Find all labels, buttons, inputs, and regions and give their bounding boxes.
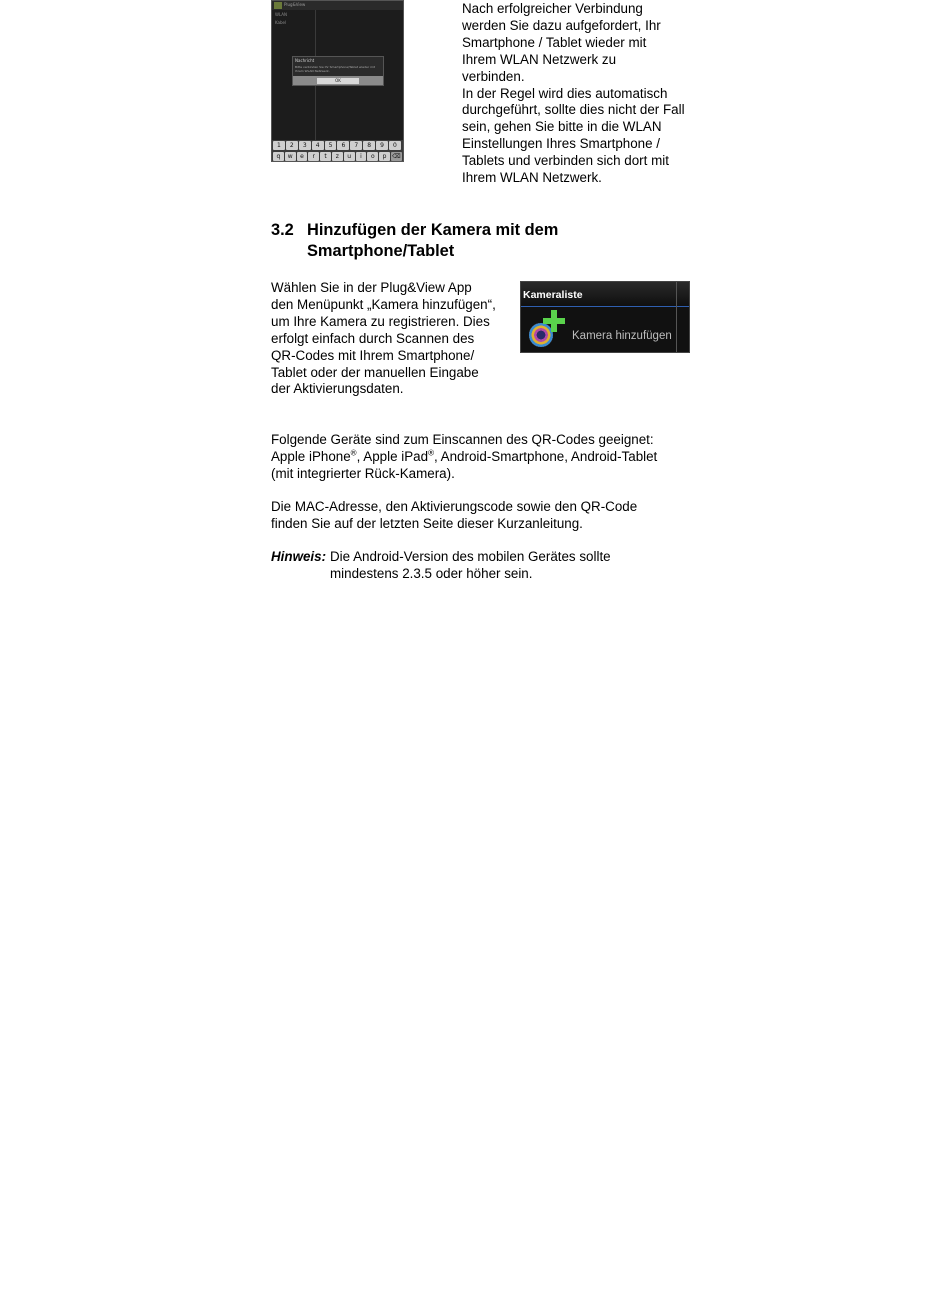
camera-list-title: Kameraliste xyxy=(523,289,583,301)
text-line: Ihrem WLAN Netzwerk. xyxy=(462,170,602,186)
phone-dialog xyxy=(292,56,384,86)
key: w xyxy=(285,152,296,161)
key: 4 xyxy=(312,141,324,150)
key: u xyxy=(344,152,355,161)
text-line: verbinden. xyxy=(462,68,525,84)
paragraph-mac-address xyxy=(271,499,637,533)
camera-list-screenshot xyxy=(520,281,690,353)
phone-screenshot xyxy=(271,0,404,162)
key: 3 xyxy=(299,141,311,150)
section-number: 3.2 xyxy=(271,221,294,239)
key: 5 xyxy=(325,141,337,150)
key: 8 xyxy=(363,141,375,150)
keyboard-row-numbers xyxy=(273,141,401,150)
text-line: finden Sie auf der letzten Seite dieser Kurzanleitung. xyxy=(271,515,583,531)
section-title-line2: Smartphone/Tablet xyxy=(307,241,455,260)
registered-mark: ® xyxy=(428,448,434,458)
text-line: werden Sie dazu aufgefordert, Ihr xyxy=(462,17,661,33)
phone-dialog-title: Nachricht xyxy=(295,58,315,63)
hint-label: Hinweis: xyxy=(271,549,327,564)
key: 7 xyxy=(350,141,362,150)
phone-dialog-ok-button: OK xyxy=(317,78,359,84)
section-title-line1: Hinzufügen der Kamera mit dem xyxy=(307,221,559,239)
text-line: Smartphone / Tablet wieder mit xyxy=(462,34,647,50)
key: 2 xyxy=(286,141,298,150)
backspace-icon: ⌫ xyxy=(392,153,401,160)
camera-list-vertical-divider xyxy=(676,282,677,353)
text-line: Wählen Sie in der Plug&View App xyxy=(271,280,472,295)
app-icon xyxy=(274,2,282,9)
key: z xyxy=(332,152,343,161)
text-line: erfolgt einfach durch Scannen des xyxy=(271,330,475,346)
camera-list-divider xyxy=(521,306,689,307)
add-camera-item: Kamera hinzufügen xyxy=(572,330,672,342)
phone-menu-item: WLAN xyxy=(275,12,288,17)
text-line: der Aktivierungsdaten. xyxy=(271,381,404,397)
text-line: Einstellungen Ihres Smartphone / xyxy=(462,136,661,152)
text-line: Die Android-Version des mobilen Gerätes sollte xyxy=(330,549,611,564)
paragraph-reconnect xyxy=(462,1,685,187)
text-line: den Menüpunkt „Kamera hinzufügen“, xyxy=(271,296,496,312)
text-line xyxy=(271,449,657,466)
text-line: Folgende Geräte sind zum Einscannen des QR-Codes geeignet: xyxy=(271,432,654,447)
registered-mark: ® xyxy=(350,448,357,458)
key: r xyxy=(308,152,319,161)
phone-menu-item: Kabel xyxy=(275,20,287,25)
phone-keyboard xyxy=(272,140,403,162)
text-line: Ihrem WLAN Netzwerk zu xyxy=(462,51,617,67)
key: 0 xyxy=(389,141,401,150)
text-line: (mit integrierter Rück-Kamera). xyxy=(271,465,455,481)
key: 9 xyxy=(376,141,388,150)
key: i xyxy=(356,152,367,161)
text-line: Die MAC-Adresse, den Aktivierungscode sowie den QR-Code xyxy=(271,499,638,514)
text-line: Tablets und verbinden sich dort mit xyxy=(462,153,669,169)
key: 1 xyxy=(273,141,285,150)
key: t xyxy=(320,152,331,161)
section-heading xyxy=(271,220,558,261)
key: 6 xyxy=(337,141,349,150)
text-line: QR-Codes mit Ihrem Smartphone/ xyxy=(271,347,475,363)
text-line: mindestens 2.3.5 oder höher sein. xyxy=(330,565,533,581)
keyboard-row-letters xyxy=(273,152,402,161)
text-line: sein, gehen Sie bitte in die WLAN xyxy=(462,119,662,135)
key: q xyxy=(273,152,284,161)
paragraph-add-camera xyxy=(271,280,496,398)
paragraph-devices xyxy=(271,432,657,483)
plus-icon xyxy=(543,310,565,332)
phone-app-title: Plug&View xyxy=(284,2,306,7)
text-line: In der Regel wird dies automatisch xyxy=(462,85,668,101)
text-line: durchgeführt, sollte dies nicht der Fall xyxy=(462,102,685,118)
text-line: um Ihre Kamera zu registrieren. Dies xyxy=(271,313,490,329)
text-line: Nach erfolgreicher Verbindung xyxy=(462,1,643,16)
key: p xyxy=(379,152,390,161)
hint-text xyxy=(330,549,611,583)
key: o xyxy=(367,152,378,161)
device-android: , Android-Smartphone, Android-Tablet xyxy=(433,448,658,464)
text-line: Tablet oder der manuellen Eingabe xyxy=(271,364,479,380)
phone-dialog-message: Bitte verbinden Sie Ihr Smartphone/Tablet wieder mit Ihrem WLAN Netzwerk. xyxy=(295,65,376,73)
device-iphone: Apple iPhone xyxy=(271,448,351,464)
device-ipad: , Apple iPad xyxy=(356,448,429,464)
key: e xyxy=(297,152,308,161)
